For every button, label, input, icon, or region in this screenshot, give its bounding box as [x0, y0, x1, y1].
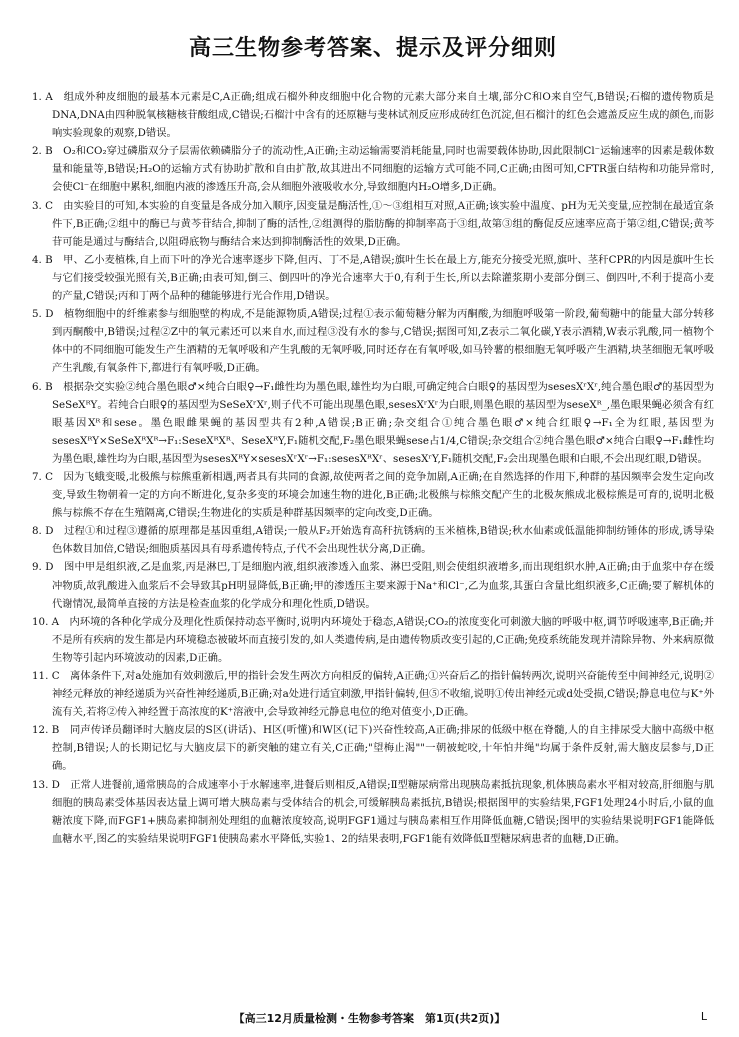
- page-title: 高三生物参考答案、提示及评分细则: [188, 36, 557, 61]
- answer-item: 5. D 植物细胞中的纤维素参与细胞壁的构成,不是能源物质,A错误;过程①表示葡萄糖分解为丙酮酸,为细胞呼吸第一阶段,葡萄糖中的能量大部分转移到丙酮酸中,B错误;过程②Z中的氧元素还可以来自水,而过程③没有水的参与,C错误;据图可知,Z表示二氧化碳,Y表示酒精,W表示乳酸,同一植物个体中的不同细胞可能发生产生酒精的无氧呼吸和产生乳酸的无氧呼吸,同时还存在有氧呼吸,如马铃薯的根细胞无氧呼吸产生酒精,块茎细胞无氧呼吸产生乳酸,有氧条件下,都进行有氧呼吸,D正确。: [32, 308, 714, 375]
- answer-item: 3. C 由实验目的可知,本实验的自变量是各成分加入顺序,因变量是酶活性,①～③组相互对照,A正确;该实验中温度、pH为无关变量,应控制在最适宜条件下,B正确;②组中的酶已与黄芩苷结合,抑制了酶的活性,②组测得的脂肪酶的抑制率高于③组,故第③组的酶促反应速率应高于第②组,C错误;黄芩苷可能是通过与酶结合,以阻碍底物与酶结合来达到抑制酶活性的效果,D正确。: [32, 199, 714, 248]
- answer-item: 10. A 内环境的各种化学成分及理化性质保持动态平衡时,说明内环境处于稳态,A错误;CO₂的浓度变化可刺激大脑的呼吸中枢,调节呼吸速率,B正确;并不是所有疾病的发生都是内环境稳态被破坏而直接引发的,如人类遗传病,是由遗传物质改变引起的,C正确;免疫系统能发现并清除异物、外来病原微生物等引起内环境波动的因素,D正确。: [32, 615, 714, 664]
- answer-item: 2. B O₂和CO₂穿过磷脂双分子层需依赖磷脂分子的流动性,A正确;主动运输需要消耗能量,同时也需要载体协助,因此限制Cl⁻运输速率的因素是载体数量和能量等,B错误;H₂O的运输方式有协助扩散和自由扩散,故其进出不同细胞的运输方式可能不同,C正确;由图可知,CFTR蛋白结构和功能异常时,会使Cl⁻在细胞中累积,细胞内液的渗透压升高,会从细胞外液吸收水分,导致细胞内H₂O增多,D正确。: [32, 145, 714, 194]
- answer-item: 7. C 因为飞蛾变暖,北极熊与棕熊重新相遇,两者具有共同的食源,故使两者之间的竞争加剧,A正确;在自然选择的作用下,种群的基因频率会发生定向改变,导致生物朝着一定的方向不断进化,复杂多变的环境会加速生物的进化,B正确;北极熊与棕熊交配产生的北极灰熊成北极棕熊是可育的,说明北极熊与棕熊不存在生殖隔离,C错误;生物进化的实质是种群基因频率的定向改变,D正确。: [32, 470, 714, 520]
- answer-item: 1. A 组成外种皮细胞的最基本元素是C,A正确;组成石榴外种皮细胞中化合物的元素大部分来自土壤,部分C和O来自空气,B错误;石榴的遗传物质是DNA,DNA由四种脱氧核糖核苷酸组成,C错误;石榴汁中含有的还原糖与斐林试剂反应形成砖红色沉淀,但石榴汁的红色会遮盖反应生成的颜色,而影响实验现象的观察,D错误。: [32, 91, 714, 140]
- answer-item: 12. B 同声传译员翻译时大脑皮层的S区(讲话)、H区(听懂)和W区(记下)兴奋性较高,A正确;排尿的低级中枢在脊髓,人的自主排尿受大脑中高级中枢控制,B错误;人的长期记忆与大脑皮层下的新突触的建立有关,C正确;"望梅止渴""一朝被蛇咬,十年怕井绳"均属于条件反射,需大脑皮层参与,D正确。: [32, 724, 714, 773]
- answer-item: 9. D 图中甲是组织液,乙是血浆,丙是淋巴,丁是细胞内液,组织液渗透入血浆、淋巴受阻,则会使组织液增多,而出现组织水肿,A正确;由于血浆中存在缓冲物质,故乳酸进入血浆后不会导致其pH明显降低,B正确;甲的渗透压主要来源于Na⁺和Cl⁻,乙为血浆,其蛋白含量比组织液多,C正确;要了解机体的代谢情况,最简单直接的方法是检查血浆的化学成分和理化性质,D错误。: [32, 561, 714, 610]
- page-footer: 【高三12月质量检测・生物参考答案 第1页(共2页)】: [233, 1012, 506, 1025]
- answer-item: 4. B 甲、乙小麦植株,自上而下叶的净光合速率逐步下降,但丙、丁不是,A错误;旗叶生长在最上方,能充分接受光照,旗叶、茎秆CPR的内因是旗叶生长与它们接受较强光照有关,B正确;由表可知,倒三、倒四叶的净光合速率大于0,有利于生长,所以去除灌浆期小麦部分倒三、倒四叶,不利于提高小麦的产量,C错误;丙和丁两个品种的穗能够进行光合作用,D错误。: [32, 253, 714, 303]
- answer-item: 11. C 离体条件下,对a处施加有效刺激后,甲的指针会发生两次方向相反的偏转,A正确;①兴奋后乙的指针偏转两次,说明兴奋能传至中间神经元,说明②神经元释放的神经递质为兴奋性神经递质,B正确;对a处进行适宜刺激,甲指针偏转,但⑤不收缩,说明①传出神经元或d处受损,C错误;静息电位与K⁺外流有关,若将②传入神经置于高浓度的K⁺溶液中,会导致神经元静息电位的绝对值变小,D正确。: [32, 670, 714, 719]
- answer-item: 6. B 根据杂交实验②纯合墨色眼♂×纯合白眼♀→F₁雌性均为墨色眼,雄性均为白眼,可确定纯合白眼♀的基因型为sesesXʳXʳ,纯合墨色眼♂的基因型为SeSeXᴿY。若纯合白眼♀的基因型为SeSeXʳXʳ,则子代不可能出现墨色眼,sesesXʳXʳ为白眼,则墨色眼的基因型为seseXᴿ_,墨色眼果蝇必须含有红眼基因Xᴿ和sese。墨色眼雌果蝇的基因型共有2种,A错误;B正确;杂交组合①纯合墨色眼♂×纯合红眼♀→F₁全为红眼,基因型为sesesXᴿY×SeSeXᴿXᴿ→F₁:SeseXᴿXᴿ、SeseXᴿY,F₁随机交配,F₂墨色眼果蝇sese占1/4,C错误;杂交组合②纯合墨色眼♂×纯合白眼♀→F₁雌性均为墨色眼,雄性均为白眼,基因型为sesesXᴿY×sesesXʳXʳ→F₁:sesesXᴿXʳ、sesesXʳY,F₁随机交配,F₂会出现墨色眼和白眼,不会出现红眼,D错误。: [32, 380, 714, 465]
- answer-item: 13. D 正常人进餐前,通常胰岛的合成速率小于水解速率,进餐后则相反,A错误;Ⅱ型糖尿病常出现胰岛素抵抗现象,机体胰岛素水平相对较高,肝细胞与肌细胞的胰岛素受体基因表达量上调可增大胰岛素与受体结合的机会,可缓解胰岛素抵抗,B错误;根据图甲的实验结果,FGF1处理24小时后,小鼠的血糖浓度下降,而FGF1+胰岛素抑制剂处理组的血糖浓度较高,说明FGF1通过与胰岛素相互作用降低血糖,C错误;图甲的实验结果说明FGF1能降低血糖水平,图乙的实验结果说明FGF1使胰岛素水平降低,实验1、2的结果表明,FGF1能有效降低Ⅱ型糖尿病患者的血糖,D正确。: [32, 778, 714, 845]
- footer-mark: L: [700, 1010, 707, 1023]
- answer-item: 8. D 过程①和过程③遵循的原理都是基因重组,A错误;一般从F₂开始选育高秆抗锈病的玉米植株,B错误;秋水仙素或低温能抑制纺锤体的形成,诱导染色体数目加倍,C错误;细胞质基因具有母系遗传特点,子代不会出现性状分离,D正确。: [32, 525, 714, 556]
- answer-list: [32, 88, 714, 848]
